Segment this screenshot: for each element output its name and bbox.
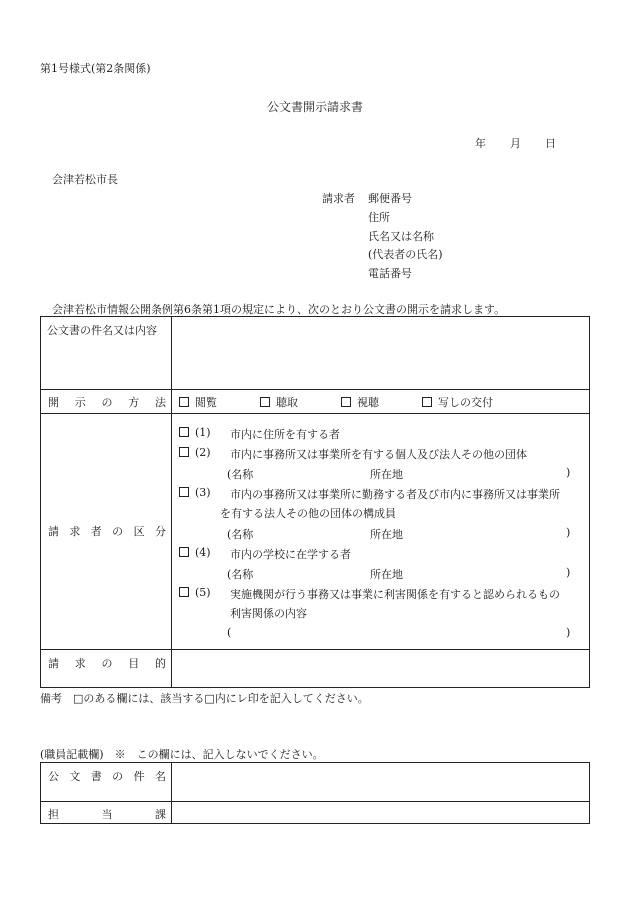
intro-text: 会津若松市情報公開条例第6条第1項の規定により、次のとおり公文書の開示を請求します。 [52,303,506,316]
doc-name-field[interactable] [172,317,589,388]
category-2-checkbox[interactable] [179,447,189,457]
staff-dept-label: 担 当 課 [48,808,166,821]
date-month: 月 [510,137,521,150]
requester-representative-label: (代表者の氏名) [368,248,443,261]
requester-name-label: 氏名又は名称 [368,230,434,243]
category-5[interactable]: (5) [179,586,211,599]
addressee: 会津若松市長 [52,173,118,186]
category-5-close-paren: ) [566,626,571,639]
category-3-text-line2: を有する法人その他の団体の構成員 [220,507,396,520]
date-day: 日 [545,137,556,150]
category-1-checkbox[interactable] [179,427,189,437]
category-2-text: 市内に事務所又は事業所を有する個人及び法人その他の団体 [230,448,527,461]
category-5-checkbox[interactable] [179,587,189,597]
category-3-name-paren: (名称 [227,528,254,541]
method-listen-checkbox[interactable] [260,397,270,407]
category-5-open-paren: ( [227,626,232,639]
category-3-close-paren: ) [566,526,571,539]
category-2-name-paren: (名称 [227,468,254,481]
method-option-listen[interactable]: 聴取 [260,394,298,410]
category-3-checkbox[interactable] [179,487,189,497]
method-option-copy[interactable]: 写しの交付 [422,394,493,410]
category-label: 請 求 者 の 区 分 [48,525,166,538]
staff-section-header: (職員記載欄) ※ この欄には、記入しないでください。 [40,748,324,761]
requester-address-label: 住所 [368,211,390,224]
category-4-location-label: 所在地 [370,568,403,581]
doc-name-label: 公文書の件名又は内容 [47,324,157,337]
method-copy-checkbox[interactable] [422,397,432,407]
method-option-view[interactable]: 閲覧 [179,394,217,410]
date-year: 年 [475,137,486,150]
category-3[interactable]: (3) [179,486,211,499]
staff-doc-name-label: 公 文 書 の 件 名 [48,770,166,783]
category-5-text-line2: 利害関係の内容 [230,607,307,620]
category-4-close-paren: ) [566,566,571,579]
form-title: 公文書開示請求書 [266,100,363,114]
purpose-field[interactable] [172,650,589,687]
category-3-location-label: 所在地 [370,528,403,541]
category-4-name-paren: (名称 [227,568,254,581]
requester-label: 請求者 [322,192,355,205]
method-watch-checkbox[interactable] [341,397,351,407]
method-view-checkbox[interactable] [179,397,189,407]
note-text: 備考 □のある欄には、該当する□内にレ印を記入してください。 [40,692,369,705]
requester-phone-label: 電話番号 [368,267,412,280]
category-2-close-paren: ) [566,466,571,479]
form-number: 第1号様式(第2条関係) [40,62,151,75]
category-4[interactable]: (4) [179,546,211,559]
requester-postal-label: 郵便番号 [368,192,412,205]
category-4-checkbox[interactable] [179,547,189,557]
category-1-text: 市内に住所を有する者 [230,428,340,441]
category-3-text: 市内の事務所又は事業所に勤務する者及び市内に事務所又は事業所 [230,488,560,501]
category-2-location-label: 所在地 [370,468,403,481]
method-option-watch[interactable]: 視聴 [341,394,379,410]
category-4-text: 市内の学校に在学する者 [230,548,351,561]
purpose-label: 請 求 の 目 的 [48,657,166,670]
category-5-text: 実施機関が行う事務又は事業に利害関係を有すると認められるもの [230,588,560,601]
method-label: 開 示 の 方 法 [48,396,166,409]
category-1[interactable]: (1) [179,426,211,439]
category-2[interactable]: (2) [179,446,211,459]
